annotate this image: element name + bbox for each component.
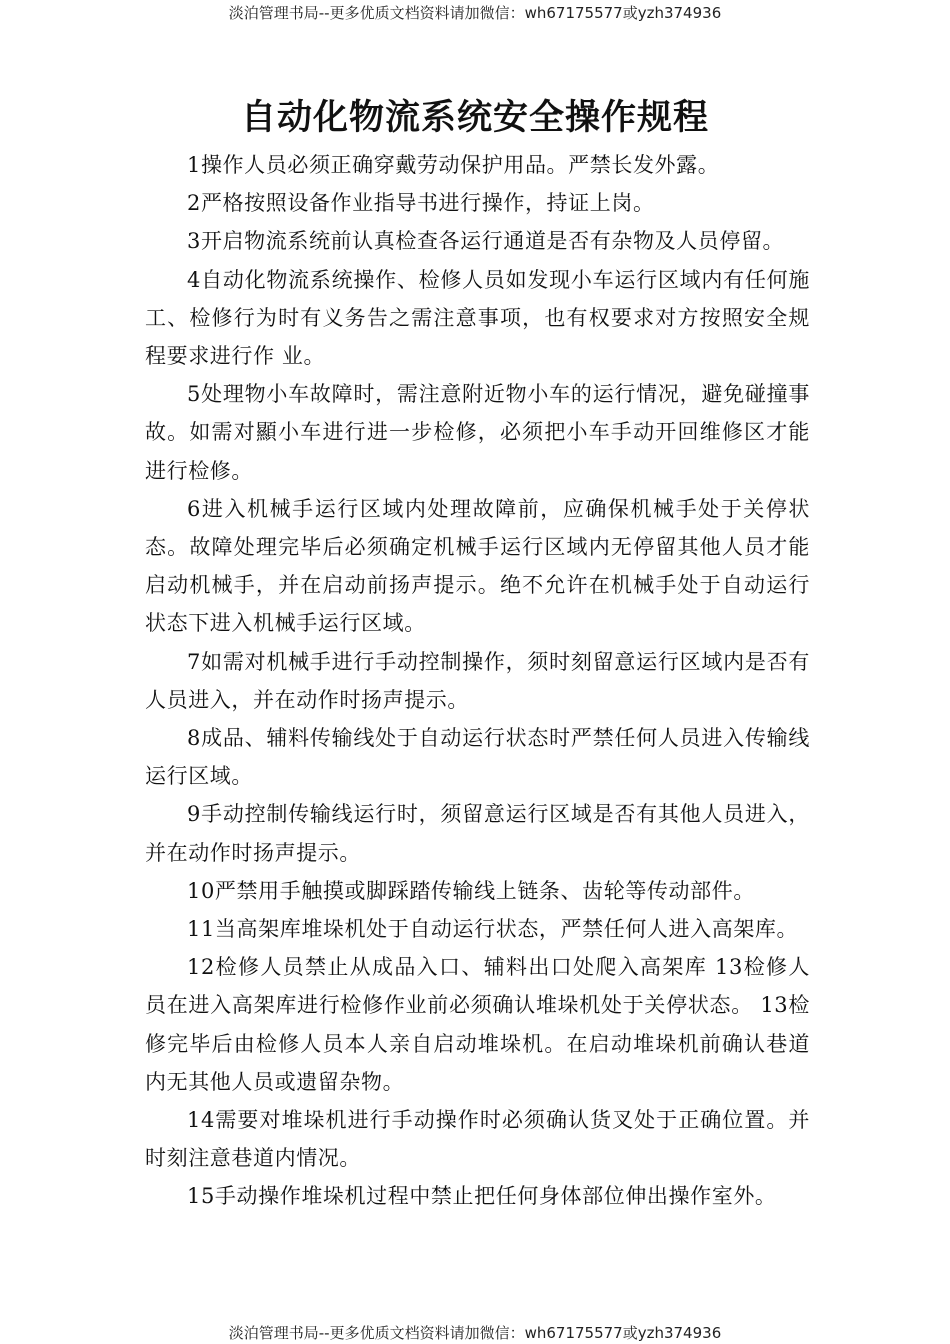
page-footer: 淡泊管理书局--更多优质文档资料请加微信：wh67175577或yzh374936 — [228, 1324, 722, 1342]
paragraph-9: 9手动控制传输线运行时，须留意运行区域是否有其他人员进入，并在动作时扬声提示。 — [145, 802, 810, 865]
paragraph-3: 3开启物流系统前认真检查各运行通道是否有杂物及人员停留。 — [187, 229, 785, 254]
paragraph-8: 8成品、辅料传输线处于自动运行状态时严禁任何人员进入传输线运行区域。 — [145, 726, 810, 789]
paragraph-2: 2严格按照设备作业指导书进行操作，持证上岗。 — [187, 191, 655, 216]
document-body — [145, 146, 810, 1216]
paragraph-7: 7如需对机械手进行手动控制操作，须时刻留意运行区域内是否有人员进入，并在动作时扬声提示。 — [145, 649, 810, 712]
paragraph-4: 4自动化物流系统操作、检修人员如发现小车运行区域内有任何施工、检修行为时有义务告之需注意事项，也有权要求对方按照安全规程要求进行作 业。 — [145, 267, 810, 369]
paragraph-11: 11当高架库堆垛机处于自动运行状态，严禁任何人进入高架库。 — [187, 917, 799, 942]
paragraph-14: 14需要对堆垛机进行手动操作时必须确认货叉处于正确位置。并时刻注意巷道内情况。 — [145, 1108, 810, 1171]
paragraph-1: 1操作人员必须正确穿戴劳动保护用品。严禁长发外露。 — [187, 153, 720, 177]
paragraph-10: 10严禁用手触摸或脚踩踏传输线上链条、齿轮等传动部件。 — [187, 878, 755, 903]
page-header: 淡泊管理书局--更多优质文档资料请加微信：wh67175577或yzh374936 — [228, 4, 722, 22]
document-title: 自动化物流系统安全操作规程 — [240, 97, 709, 138]
paragraph-5: 5处理物小车故障时，需注意附近物小车的运行情况，避免碰撞事故。如需对顯小车进行进一步检修，必须把小车手动开回维修区才能进行检修。 — [145, 382, 810, 483]
paragraph-12: 12检修人员禁止从成品入口、辅料出口处爬入高架库 13检修人员在进入高架库进行检修作业前必须确认堆垛机处于关停状态。 13检修完毕后由检修人员本人亲自启动堆垛机。在启动堆垛机前确认巷道内无其他人员或遗留杂物。 — [145, 955, 810, 1094]
paragraph-6: 6进入机械手运行区域内处理故障前，应确保机械手处于关停状态。故障处理完毕后必须确定机械手运行区域内无停留其他人员才能启动机械手，并在启动前扬声提示。绝不允许在机械手处于自动运行状态下进入机械手运行区域。 — [145, 496, 810, 636]
paragraph-15: 15手动操作堆垛机过程中禁止把任何身体部位伸出操作室外。 — [187, 1184, 777, 1209]
